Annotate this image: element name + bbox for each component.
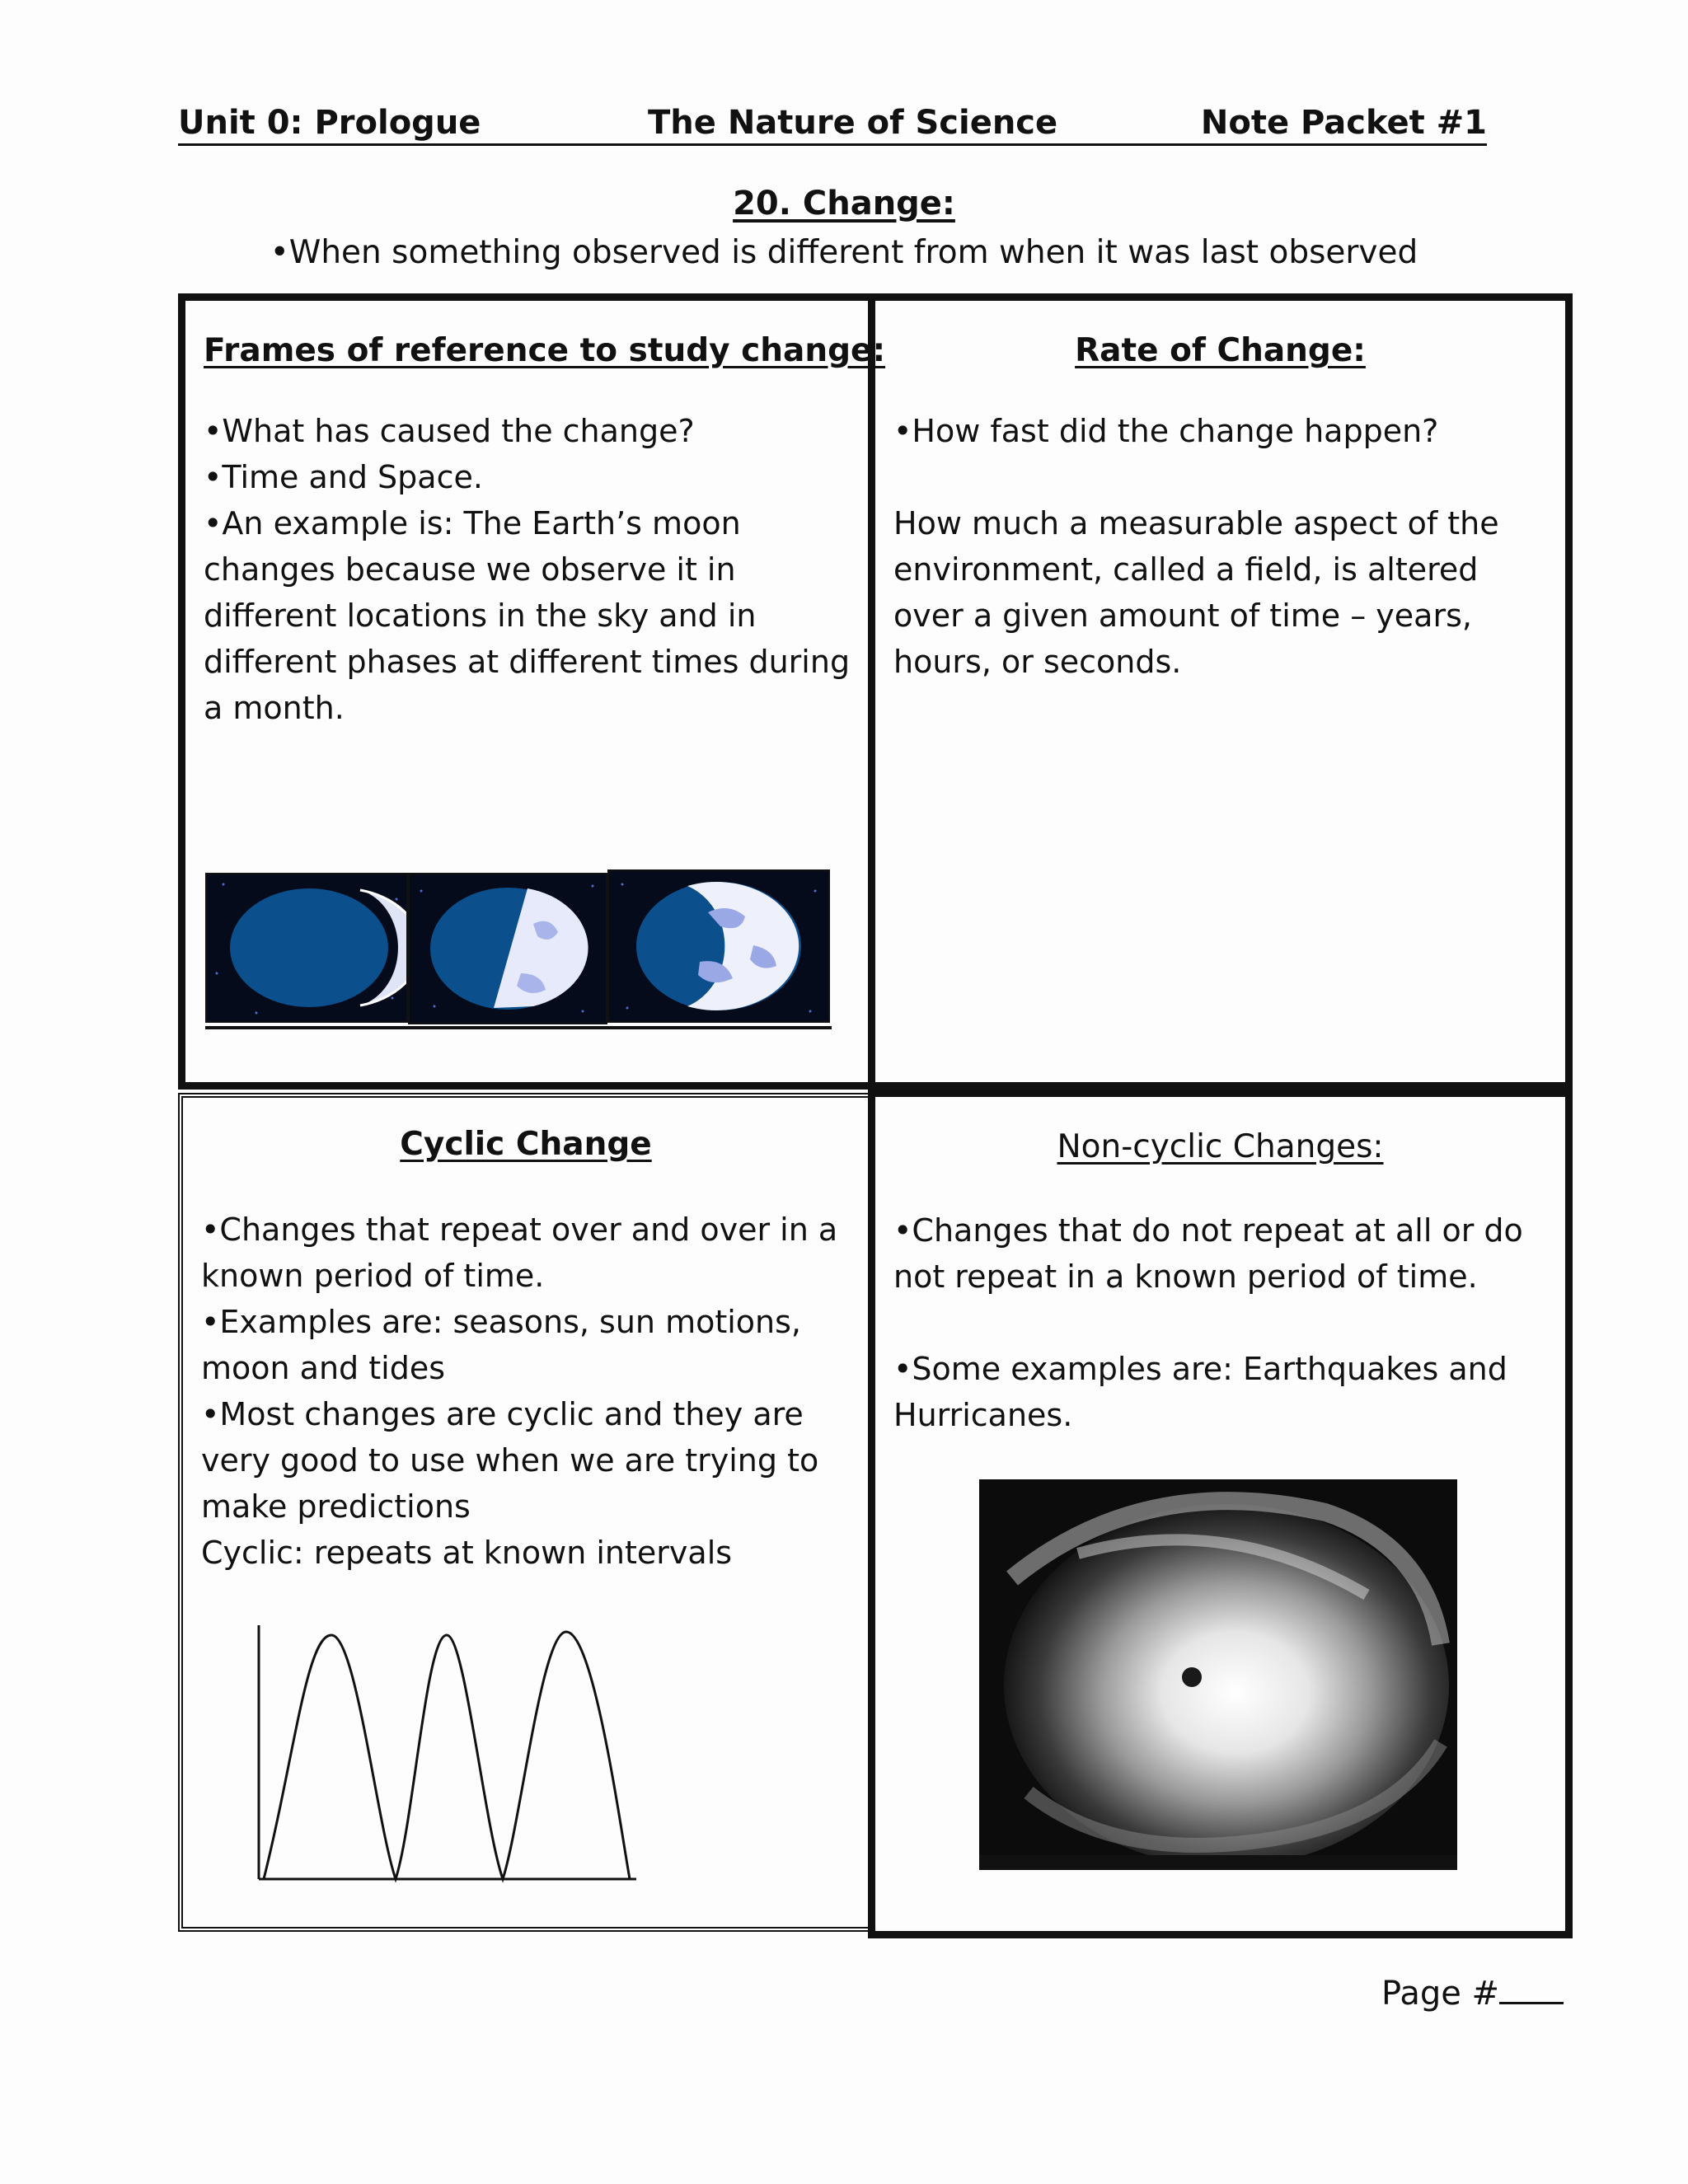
noncyclic-line: •Changes that do not repeat at all or do not repeat in a known period of time. bbox=[893, 1212, 1523, 1295]
document-title: The Nature of Science bbox=[648, 104, 1058, 142]
section-title-wrap bbox=[0, 185, 1688, 223]
page-header bbox=[178, 97, 1487, 146]
cyclic-line: •Most changes are cyclic and they are very good to use when we are trying to make predictions bbox=[201, 1396, 819, 1525]
frames-line: •What has caused the change? bbox=[204, 413, 695, 449]
page-number-blank bbox=[1499, 2002, 1564, 2004]
noncyclic-title: Non-cyclic Changes: bbox=[1057, 1128, 1384, 1165]
cyclic-wave-diagram bbox=[249, 1617, 645, 1889]
page-number-label: Page # bbox=[1381, 1975, 1500, 2013]
moon-crescent-image bbox=[205, 873, 408, 1023]
cyclic-title: Cyclic Change bbox=[400, 1126, 652, 1163]
frames-line: •Time and Space. bbox=[204, 459, 483, 495]
unit-label: Unit 0: Prologue bbox=[178, 104, 481, 142]
rate-line: •How fast did the change happen? bbox=[893, 413, 1439, 449]
rate-of-change-box bbox=[868, 293, 1573, 1090]
cyclic-line: •Changes that repeat over and over in a known period of time. bbox=[201, 1212, 838, 1294]
cyclic-line: Cyclic: repeats at known intervals bbox=[201, 1535, 733, 1571]
hurricane-satellite-image bbox=[979, 1479, 1457, 1870]
frames-body bbox=[204, 408, 855, 731]
frames-line: •An example is: The Earth’s moon changes because we observe it in different locations in the sky and in different phases at different times during a month. bbox=[204, 505, 851, 726]
noncyclic-body bbox=[893, 1207, 1552, 1438]
noncyclic-line: •Some examples are: Earthquakes and Hurricanes. bbox=[893, 1351, 1507, 1433]
rate-body bbox=[893, 408, 1552, 685]
cyclic-body bbox=[201, 1207, 856, 1576]
moon-phases-image bbox=[205, 873, 832, 1029]
moon-quarter-image bbox=[408, 873, 607, 1024]
frames-title: Frames of reference to study change: bbox=[204, 332, 886, 369]
rate-line: How much a measurable aspect of the environment, called a field, is altered over a given amount of time – years, hours, or seconds. bbox=[893, 505, 1499, 680]
section-title: 20. Change: bbox=[733, 185, 955, 223]
page-number bbox=[1381, 1975, 1564, 2013]
moon-gibbous-image bbox=[607, 869, 830, 1023]
non-cyclic-changes-box bbox=[868, 1090, 1573, 1938]
cyclic-change-box bbox=[178, 1093, 874, 1932]
packet-label: Note Packet #1 bbox=[1200, 104, 1487, 142]
rate-title: Rate of Change: bbox=[1075, 332, 1366, 369]
frames-of-reference-box bbox=[178, 293, 886, 1090]
section-definition: •When something observed is different from when it was last observed bbox=[270, 234, 1418, 271]
cyclic-line: •Examples are: seasons, sun motions, moon and tides bbox=[201, 1304, 802, 1386]
